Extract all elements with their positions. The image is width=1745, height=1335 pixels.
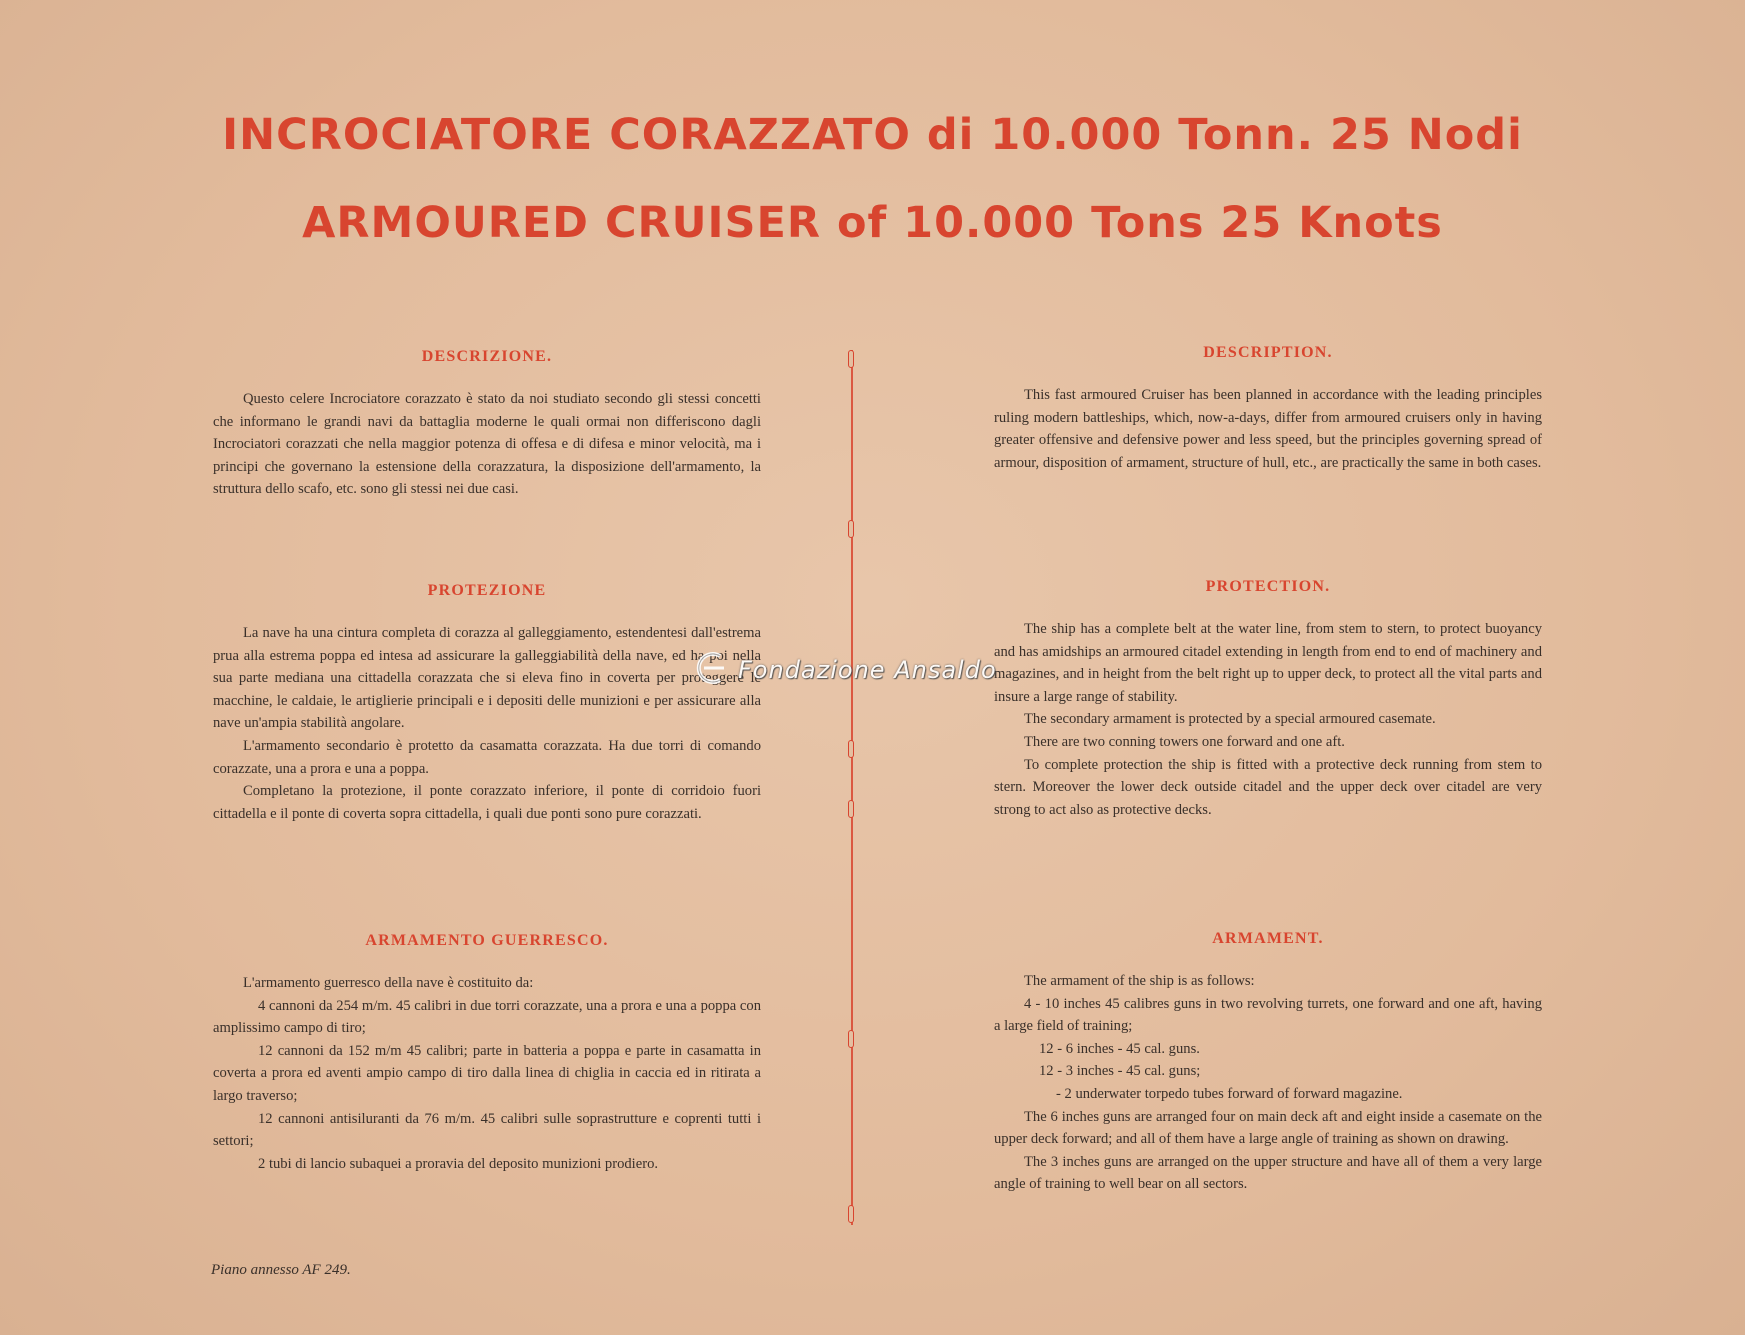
section-description — [994, 344, 1542, 474]
paragraph: Completano la protezione, il ponte corazzato inferiore, il ponte di corridoio fuori cittadella e il ponte di coverta sopra cittadella, i quali due ponti sono pure corazzati. — [213, 783, 761, 822]
paragraph: The 3 inches guns are arranged on the upper structure and have all of them a very large angle of training to well bear on all sectors. — [994, 1153, 1542, 1193]
divider-ornament — [848, 800, 854, 818]
paragraph: The secondary armament is protected by a special armoured casemate. — [1024, 711, 1436, 728]
paragraph: 2 tubi di lancio subaquei a proravia del deposito munizioni prodiero. — [258, 1155, 659, 1172]
paragraph: L'armamento guerresco della nave è costituito da: — [243, 975, 534, 991]
divider-ornament — [848, 1205, 854, 1223]
paragraph: There are two conning towers one forward and one aft. — [1024, 733, 1345, 750]
paragraph: 12 cannoni antisiluranti da 76 m/m. 45 calibri sulle soprastrutture e coprenti tutti i settori; — [213, 1110, 761, 1150]
divider-ornament — [848, 1030, 854, 1048]
title-english: ARMOURED CRUISER of 10.000 Tons 25 Knots — [302, 198, 1443, 248]
section-descrizione — [213, 348, 761, 501]
heading-description: DESCRIPTION. — [1203, 344, 1333, 361]
section-armament — [994, 930, 1542, 1196]
paragraph: 12 - 3 inches - 45 cal. guns; — [1039, 1063, 1201, 1080]
title-italian: INCROCIATORE CORAZZATO di 10.000 Tonn. 25 Nodi — [222, 110, 1523, 160]
paragraph: The ship has a complete belt at the water line, from stem to stern, to protect buoyancy and has amidships an armoured citadel extending in length from end to end of machinery and magazines, and in height from the belt right up to upper deck, to protect all the vital parts and insure a large range of stability. — [994, 621, 1542, 705]
paragraph: 4 cannoni da 254 m/m. 45 calibri in due torri corazzate, una a prora e una a poppa con amplissimo campo di tiro; — [213, 997, 761, 1037]
section-protection — [994, 578, 1542, 821]
divider-ornament — [848, 520, 854, 538]
paragraph: La nave ha una cintura completa di corazza al galleggiamento, estendentesi dall'estrema prua alla estrema poppa ed intesa ad assicurare la galleggiabilità della nave, ed ha poi nella sua parte mediana una cittadella corazzata che si eleva fino in coverta per proteggere le macchine, le caldaie, le artiglierie principali e i depositi delle munizioni e per assicurare alla nave un'ampia stabilità angolare. — [213, 625, 761, 732]
paragraph: The 6 inches guns are arranged four on main deck aft and eight inside a casemate on the upper deck forward; and all of them have a large angle of training as shown on drawing. — [994, 1108, 1542, 1148]
section-armamento — [213, 932, 761, 1175]
paragraph: To complete protection the ship is fitted with a protective deck running from stem to stern. Moreover the lower deck outside citadel and the upper deck over citadel are very strong to act also as protective decks. — [994, 756, 1542, 818]
heading-protezione: PROTEZIONE — [427, 582, 547, 599]
ansaldo-logo-icon — [690, 650, 730, 691]
divider-ornament — [848, 350, 854, 368]
watermark-text: Fondazione Ansaldo — [738, 656, 997, 684]
paragraph: 4 - 10 inches 45 calibres guns in two revolving turrets, one forward and one aft, having a large field of training; — [994, 995, 1542, 1035]
heading-armamento: ARMAMENTO GUERRESCO. — [365, 932, 609, 949]
heading-armament: ARMAMENT. — [1212, 930, 1324, 947]
paragraph: - 2 underwater torpedo tubes forward of forward magazine. — [1056, 1085, 1403, 1102]
paragraph: 12 cannoni da 152 m/m 45 calibri; parte in batteria a poppa e parte in casamatta in coverta a prora ed aventi ampio campo di tiro dalla linea di chiglia in caccia ed in ritirata a largo traverso; — [213, 1042, 761, 1104]
watermark — [690, 652, 997, 688]
paragraph: 12 - 6 inches - 45 cal. guns. — [1039, 1040, 1200, 1057]
center-divider — [851, 350, 853, 1225]
divider-ornament — [848, 740, 854, 758]
paragraph: Questo celere Incrociatore corazzato è stato da noi studiato secondo gli stessi concetti che informano le grandi navi da battaglia moderne le quali ormai non differiscono dagli Incrociatori corazzati che nella maggior potenza di offesa e di difesa e minor velocità, ma i principi che governano la estensione della corazzatura, la disposizione dell'armamento, la struttura dello scafo, etc. sono gli stessi nei due casi. — [213, 391, 761, 498]
section-protezione — [213, 582, 761, 825]
heading-protection: PROTECTION. — [1205, 578, 1331, 595]
paragraph: L'armamento secondario è protetto da casamatta corazzata. Ha due torri di comando corazzate, una a prora e una a poppa. — [213, 737, 761, 777]
paragraph: This fast armoured Cruiser has been planned in accordance with the leading principles ruling modern battleships, which, now-a-days, differ from armoured cruisers only in having greater offensive and defensive power and less speed, but the principles governing spread of armour, disposition of armament, structure of hull, etc., are practically the same in both cases. — [994, 387, 1542, 471]
paragraph: The armament of the ship is as follows: — [1024, 973, 1255, 989]
heading-descrizione: DESCRIZIONE. — [421, 348, 553, 365]
footer-reference: Piano annesso AF 249. — [211, 1262, 351, 1278]
